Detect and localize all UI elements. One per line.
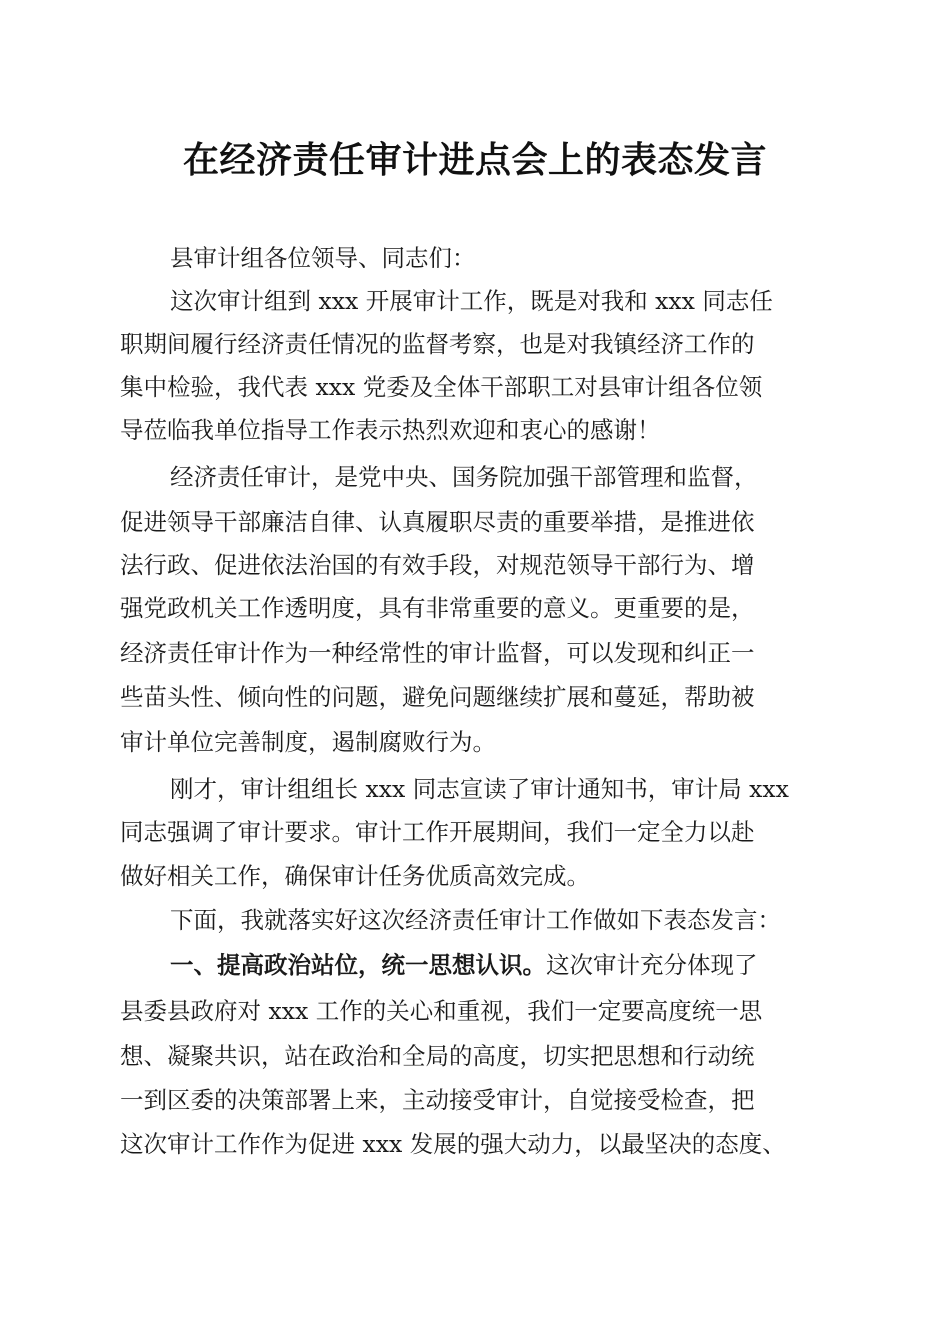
- paragraph-line: 想、凝聚共识，站在政治和全局的高度，切实把思想和行动统: [120, 1042, 755, 1070]
- paragraph-line: [170, 948, 830, 982]
- paragraph-line: 经济责任审计，是党中央、国务院加强干部管理和监督，: [170, 463, 758, 491]
- paragraph-line: 做好相关工作，确保审计任务优质高效完成。: [120, 862, 590, 890]
- paragraph-line: 这次审计组到 xxx 开展审计工作，既是对我和 xxx 同志任: [170, 287, 773, 315]
- paragraph-line: 导莅临我单位指导工作表示热烈欢迎和衷心的感谢！: [120, 416, 661, 444]
- salutation: 县审计组各位领导、同志们：: [170, 244, 476, 272]
- paragraph-line: 集中检验，我代表 xxx 党委及全体干部职工对县审计组各位领: [120, 373, 763, 401]
- paragraph-line: 下面，我就落实好这次经济责任审计工作做如下表态发言：: [170, 906, 781, 934]
- paragraph-line: 职期间履行经济责任情况的监督考察，也是对我镇经济工作的: [120, 330, 755, 358]
- paragraph-line: 法行政、促进依法治国的有效手段，对规范领导干部行为、增: [120, 551, 755, 579]
- paragraph-line: 些苗头性、倾向性的问题，避免问题继续扩展和蔓延，帮助被: [120, 683, 755, 711]
- document-title: 在经济责任审计进点会上的表态发言: [182, 139, 767, 181]
- paragraph-line: 审计单位完善制度，遏制腐败行为。: [120, 728, 496, 756]
- paragraph-line: 促进领导干部廉洁自律、认真履职尽责的重要举措，是推进依: [120, 508, 755, 536]
- paragraph-line: 刚才，审计组组长 xxx 同志宣读了审计通知书，审计局 xxx: [170, 775, 789, 803]
- paragraph-line: 经济责任审计作为一种经常性的审计监督，可以发现和纠正一: [120, 639, 755, 667]
- section-heading: 一、提高政治站位，统一思想认识。: [170, 951, 546, 979]
- paragraph-line: 强党政机关工作透明度，具有非常重要的意义。更重要的是，: [120, 594, 755, 622]
- paragraph-line: 同志强调了审计要求。审计工作开展期间，我们一定全力以赴: [120, 818, 755, 846]
- paragraph-line: 这次审计工作作为促进 xxx 发展的强大动力，以最坚决的态度、: [120, 1130, 786, 1158]
- paragraph-line: 一到区委的决策部署上来，主动接受审计，自觉接受检查，把: [120, 1086, 755, 1114]
- paragraph-line: 县委县政府对 xxx 工作的关心和重视，我们一定要高度统一思: [120, 997, 763, 1025]
- paragraph-text: 这次审计充分体现了: [546, 951, 758, 979]
